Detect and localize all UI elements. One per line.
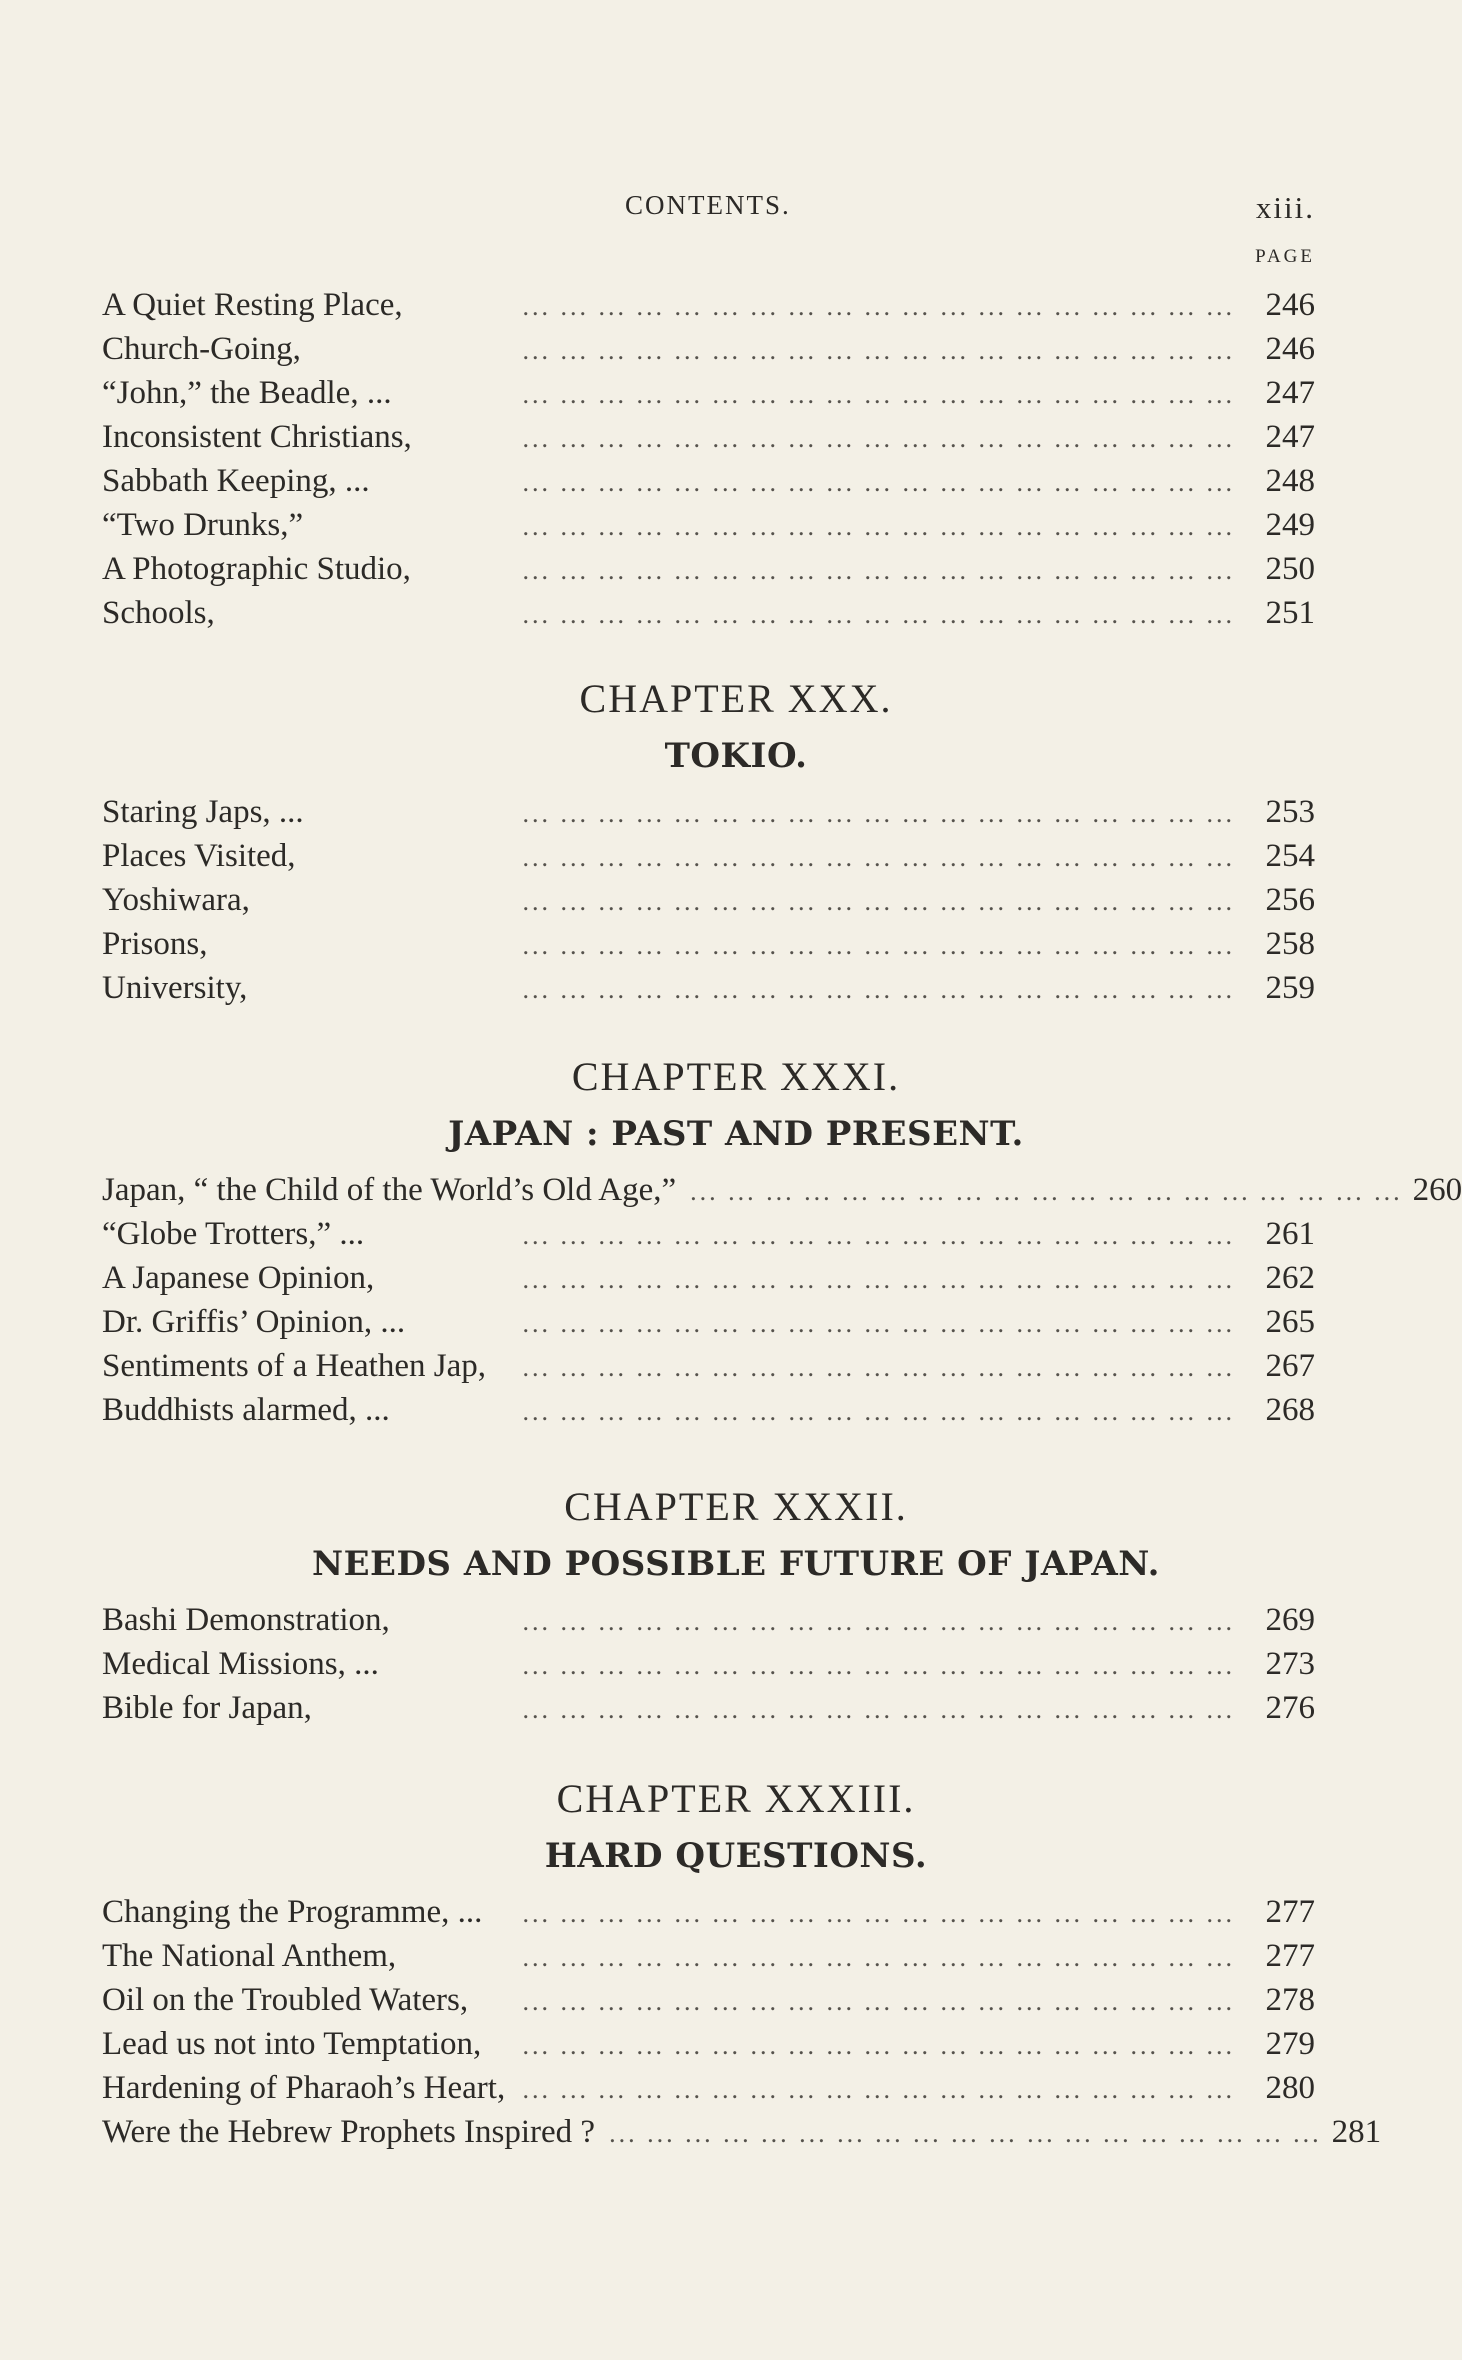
dot-leader: ... ... ... ... ... ... ... ... ... ... ... ... ... ... ... ... ... ... ... xyxy=(522,292,1235,321)
dot-leader: ... ... ... ... ... ... ... ... ... ... ... ... ... ... ... ... ... ... ... xyxy=(522,887,1235,916)
entry-page: 248 xyxy=(1265,463,1315,499)
chapter-subtitle: NEEDS AND POSSIBLE FUTURE OF JAPAN. xyxy=(312,1544,1160,1584)
entry-page: 279 xyxy=(1265,2026,1315,2062)
entry-title: Places Visited, xyxy=(102,838,296,874)
toc-entry xyxy=(102,1642,1315,1686)
entry-title: Changing the Programme, ... xyxy=(102,1894,483,1930)
entry-page: 280 xyxy=(1265,2070,1315,2106)
entry-title: A Japanese Opinion, xyxy=(102,1260,375,1296)
toc-entry xyxy=(102,327,1315,371)
toc-entry xyxy=(102,591,1315,635)
entry-title: “Two Drunks,” xyxy=(102,507,304,543)
dot-leader: ... ... ... ... ... ... ... ... ... ... ... ... ... ... ... ... ... ... ... xyxy=(522,512,1235,541)
running-head xyxy=(0,190,1457,230)
chapter-heading: CHAPTER XXXI. xyxy=(571,1054,901,1099)
dot-leader: ... ... ... ... ... ... ... ... ... ... ... ... ... ... ... ... ... ... ... xyxy=(522,1607,1235,1636)
entry-page: 250 xyxy=(1265,551,1315,587)
entry-title: A Quiet Resting Place, xyxy=(102,287,403,323)
toc-entry xyxy=(102,1978,1315,2022)
dot-leader: ... ... ... ... ... ... ... ... ... ... ... ... ... ... ... ... ... ... ... xyxy=(522,336,1235,365)
chapter-section xyxy=(102,672,1315,1010)
entry-title: Schools, xyxy=(102,595,215,631)
entry-title: Inconsistent Christians, xyxy=(102,419,412,455)
dot-leader: ... ... ... ... ... ... ... ... ... ... ... ... ... ... ... ... ... ... ... xyxy=(522,1943,1235,1972)
entry-page: 260 xyxy=(1412,1172,1462,1208)
entry-page: 265 xyxy=(1265,1304,1315,1340)
chapter-heading: CHAPTER XXXIII. xyxy=(556,1776,916,1821)
dot-leader: ... ... ... ... ... ... ... ... ... ... ... ... ... ... ... ... ... ... ... xyxy=(522,1309,1235,1338)
entry-title: Medical Missions, ... xyxy=(102,1646,379,1682)
entry-title: Were the Hebrew Prophets Inspired ? xyxy=(102,2114,596,2150)
toc-entry xyxy=(102,790,1315,834)
toc-entry xyxy=(102,2110,1382,2154)
dot-leader: ... ... ... ... ... ... ... ... ... ... ... ... ... ... ... ... ... ... ... xyxy=(522,799,1235,828)
entry-title: Bible for Japan, xyxy=(102,1690,312,1726)
entry-title: The National Anthem, xyxy=(102,1938,397,1974)
entry-title: Hardening of Pharaoh’s Heart, xyxy=(102,2070,506,2106)
chapter-section xyxy=(102,1480,1315,1730)
dot-leader: ... ... ... ... ... ... ... ... ... ... ... ... ... ... ... ... ... ... ... xyxy=(522,424,1235,453)
dot-leader: ... ... ... ... ... ... ... ... ... ... ... ... ... ... ... ... ... ... ... xyxy=(522,931,1235,960)
page-column-label: PAGE xyxy=(1255,246,1315,267)
entry-page: 246 xyxy=(1265,287,1315,323)
entry-title: Buddhists alarmed, ... xyxy=(102,1392,390,1428)
toc-entry xyxy=(102,1598,1315,1642)
entry-page: 254 xyxy=(1265,838,1315,874)
entry-title: Bashi Demonstration, xyxy=(102,1602,390,1638)
entry-page: 261 xyxy=(1265,1216,1315,1252)
entry-page: 253 xyxy=(1265,794,1315,830)
entry-page: 251 xyxy=(1265,595,1315,631)
dot-leader: ... ... ... ... ... ... ... ... ... ... ... ... ... ... ... ... ... ... ... xyxy=(522,1987,1235,2016)
entry-page: 281 xyxy=(1331,2114,1382,2150)
toc-entry xyxy=(102,922,1315,966)
chapter-section xyxy=(102,1772,1382,2154)
dot-leader: ... ... ... ... ... ... ... ... ... ... ... ... ... ... ... ... ... ... ... xyxy=(522,380,1235,409)
chapter-heading: CHAPTER XXXII. xyxy=(564,1484,908,1529)
toc-entry xyxy=(102,371,1315,415)
entry-title: Lead us not into Temptation, xyxy=(102,2026,482,2062)
entry-title: Prisons, xyxy=(102,926,208,962)
chapter-subtitle: TOKIO. xyxy=(664,736,808,776)
entry-title: Sabbath Keeping, ... xyxy=(102,463,370,499)
dot-leader: ... ... ... ... ... ... ... ... ... ... ... ... ... ... ... ... ... ... ... xyxy=(609,2119,1322,2148)
toc-entry xyxy=(102,1686,1315,1730)
chapter-section xyxy=(102,1050,1462,1432)
entry-page: 249 xyxy=(1265,507,1315,543)
dot-leader: ... ... ... ... ... ... ... ... ... ... ... ... ... ... ... ... ... ... ... xyxy=(522,1695,1235,1724)
entry-page: 247 xyxy=(1265,375,1315,411)
running-title: CONTENTS. xyxy=(625,190,791,220)
entry-page: 273 xyxy=(1265,1646,1315,1682)
dot-leader: ... ... ... ... ... ... ... ... ... ... ... ... ... ... ... ... ... ... ... xyxy=(522,1265,1235,1294)
entry-page: 247 xyxy=(1265,419,1315,455)
dot-leader: ... ... ... ... ... ... ... ... ... ... ... ... ... ... ... ... ... ... ... xyxy=(522,556,1235,585)
entry-page: 259 xyxy=(1265,970,1315,1006)
entry-title: Staring Japs, ... xyxy=(102,794,304,830)
dot-leader: ... ... ... ... ... ... ... ... ... ... ... ... ... ... ... ... ... ... ... xyxy=(690,1177,1403,1206)
entry-page: 278 xyxy=(1265,1982,1315,2018)
toc-entry xyxy=(102,283,1315,327)
entry-page: 267 xyxy=(1265,1348,1315,1384)
toc-entry xyxy=(102,2022,1315,2066)
dot-leader: ... ... ... ... ... ... ... ... ... ... ... ... ... ... ... ... ... ... ... xyxy=(522,1651,1235,1680)
toc-entry xyxy=(102,1256,1315,1300)
chapter-subtitle: HARD QUESTIONS. xyxy=(544,1836,928,1876)
entry-title: University, xyxy=(102,970,248,1006)
dot-leader: ... ... ... ... ... ... ... ... ... ... ... ... ... ... ... ... ... ... ... xyxy=(522,1353,1235,1382)
entry-title: Sentiments of a Heathen Jap, xyxy=(102,1348,486,1384)
entry-title: Oil on the Troubled Waters, xyxy=(102,1982,469,2018)
toc-entry xyxy=(102,1300,1315,1344)
entry-title: Dr. Griffis’ Opinion, ... xyxy=(102,1304,406,1340)
toc-entry xyxy=(102,415,1315,459)
toc-entry xyxy=(102,1212,1315,1256)
toc-entry xyxy=(102,503,1315,547)
dot-leader: ... ... ... ... ... ... ... ... ... ... ... ... ... ... ... ... ... ... ... xyxy=(522,1899,1235,1928)
dot-leader: ... ... ... ... ... ... ... ... ... ... ... ... ... ... ... ... ... ... ... xyxy=(522,2031,1235,2060)
dot-leader: ... ... ... ... ... ... ... ... ... ... ... ... ... ... ... ... ... ... ... xyxy=(522,1221,1235,1250)
toc-entry xyxy=(102,1388,1315,1432)
entry-page: 246 xyxy=(1265,331,1315,367)
entry-title: “Globe Trotters,” ... xyxy=(102,1216,365,1252)
entry-page: 276 xyxy=(1265,1690,1315,1726)
chapter-subtitle: JAPAN : PAST AND PRESENT. xyxy=(448,1114,1024,1154)
entry-title: Yoshiwara, xyxy=(102,882,250,918)
dot-leader: ... ... ... ... ... ... ... ... ... ... ... ... ... ... ... ... ... ... ... xyxy=(522,1397,1235,1426)
entry-page: 277 xyxy=(1265,1894,1315,1930)
entry-title: A Photographic Studio, xyxy=(102,551,411,587)
dot-leader: ... ... ... ... ... ... ... ... ... ... ... ... ... ... ... ... ... ... ... xyxy=(522,975,1235,1004)
entry-title: Church-Going, xyxy=(102,331,301,367)
toc-entry xyxy=(102,1934,1315,1978)
toc-entry xyxy=(102,834,1315,878)
toc-entry xyxy=(102,547,1315,591)
entry-page: 269 xyxy=(1265,1602,1315,1638)
entry-page: 277 xyxy=(1265,1938,1315,1974)
toc-entry xyxy=(102,459,1315,503)
dot-leader: ... ... ... ... ... ... ... ... ... ... ... ... ... ... ... ... ... ... ... xyxy=(522,2075,1235,2104)
dot-leader: ... ... ... ... ... ... ... ... ... ... ... ... ... ... ... ... ... ... ... xyxy=(522,600,1235,629)
entry-page: 268 xyxy=(1265,1392,1315,1428)
entry-page: 256 xyxy=(1265,882,1315,918)
toc-entry xyxy=(102,1890,1315,1934)
toc-entry xyxy=(102,1168,1462,1212)
entry-page: 258 xyxy=(1265,926,1315,962)
toc-entry xyxy=(102,966,1315,1010)
toc-entry xyxy=(102,1344,1315,1388)
dot-leader: ... ... ... ... ... ... ... ... ... ... ... ... ... ... ... ... ... ... ... xyxy=(522,468,1235,497)
entry-title: “John,” the Beadle, ... xyxy=(102,375,392,411)
page-folio: xiii. xyxy=(1255,190,1315,225)
toc-entry xyxy=(102,2066,1315,2110)
toc-entry xyxy=(102,878,1315,922)
chapter-heading: CHAPTER XXX. xyxy=(579,676,893,721)
continued-entries xyxy=(102,283,1315,635)
entry-page: 262 xyxy=(1265,1260,1315,1296)
dot-leader: ... ... ... ... ... ... ... ... ... ... ... ... ... ... ... ... ... ... ... xyxy=(522,843,1235,872)
entry-title: Japan, “ the Child of the World’s Old Age,” xyxy=(102,1172,677,1208)
